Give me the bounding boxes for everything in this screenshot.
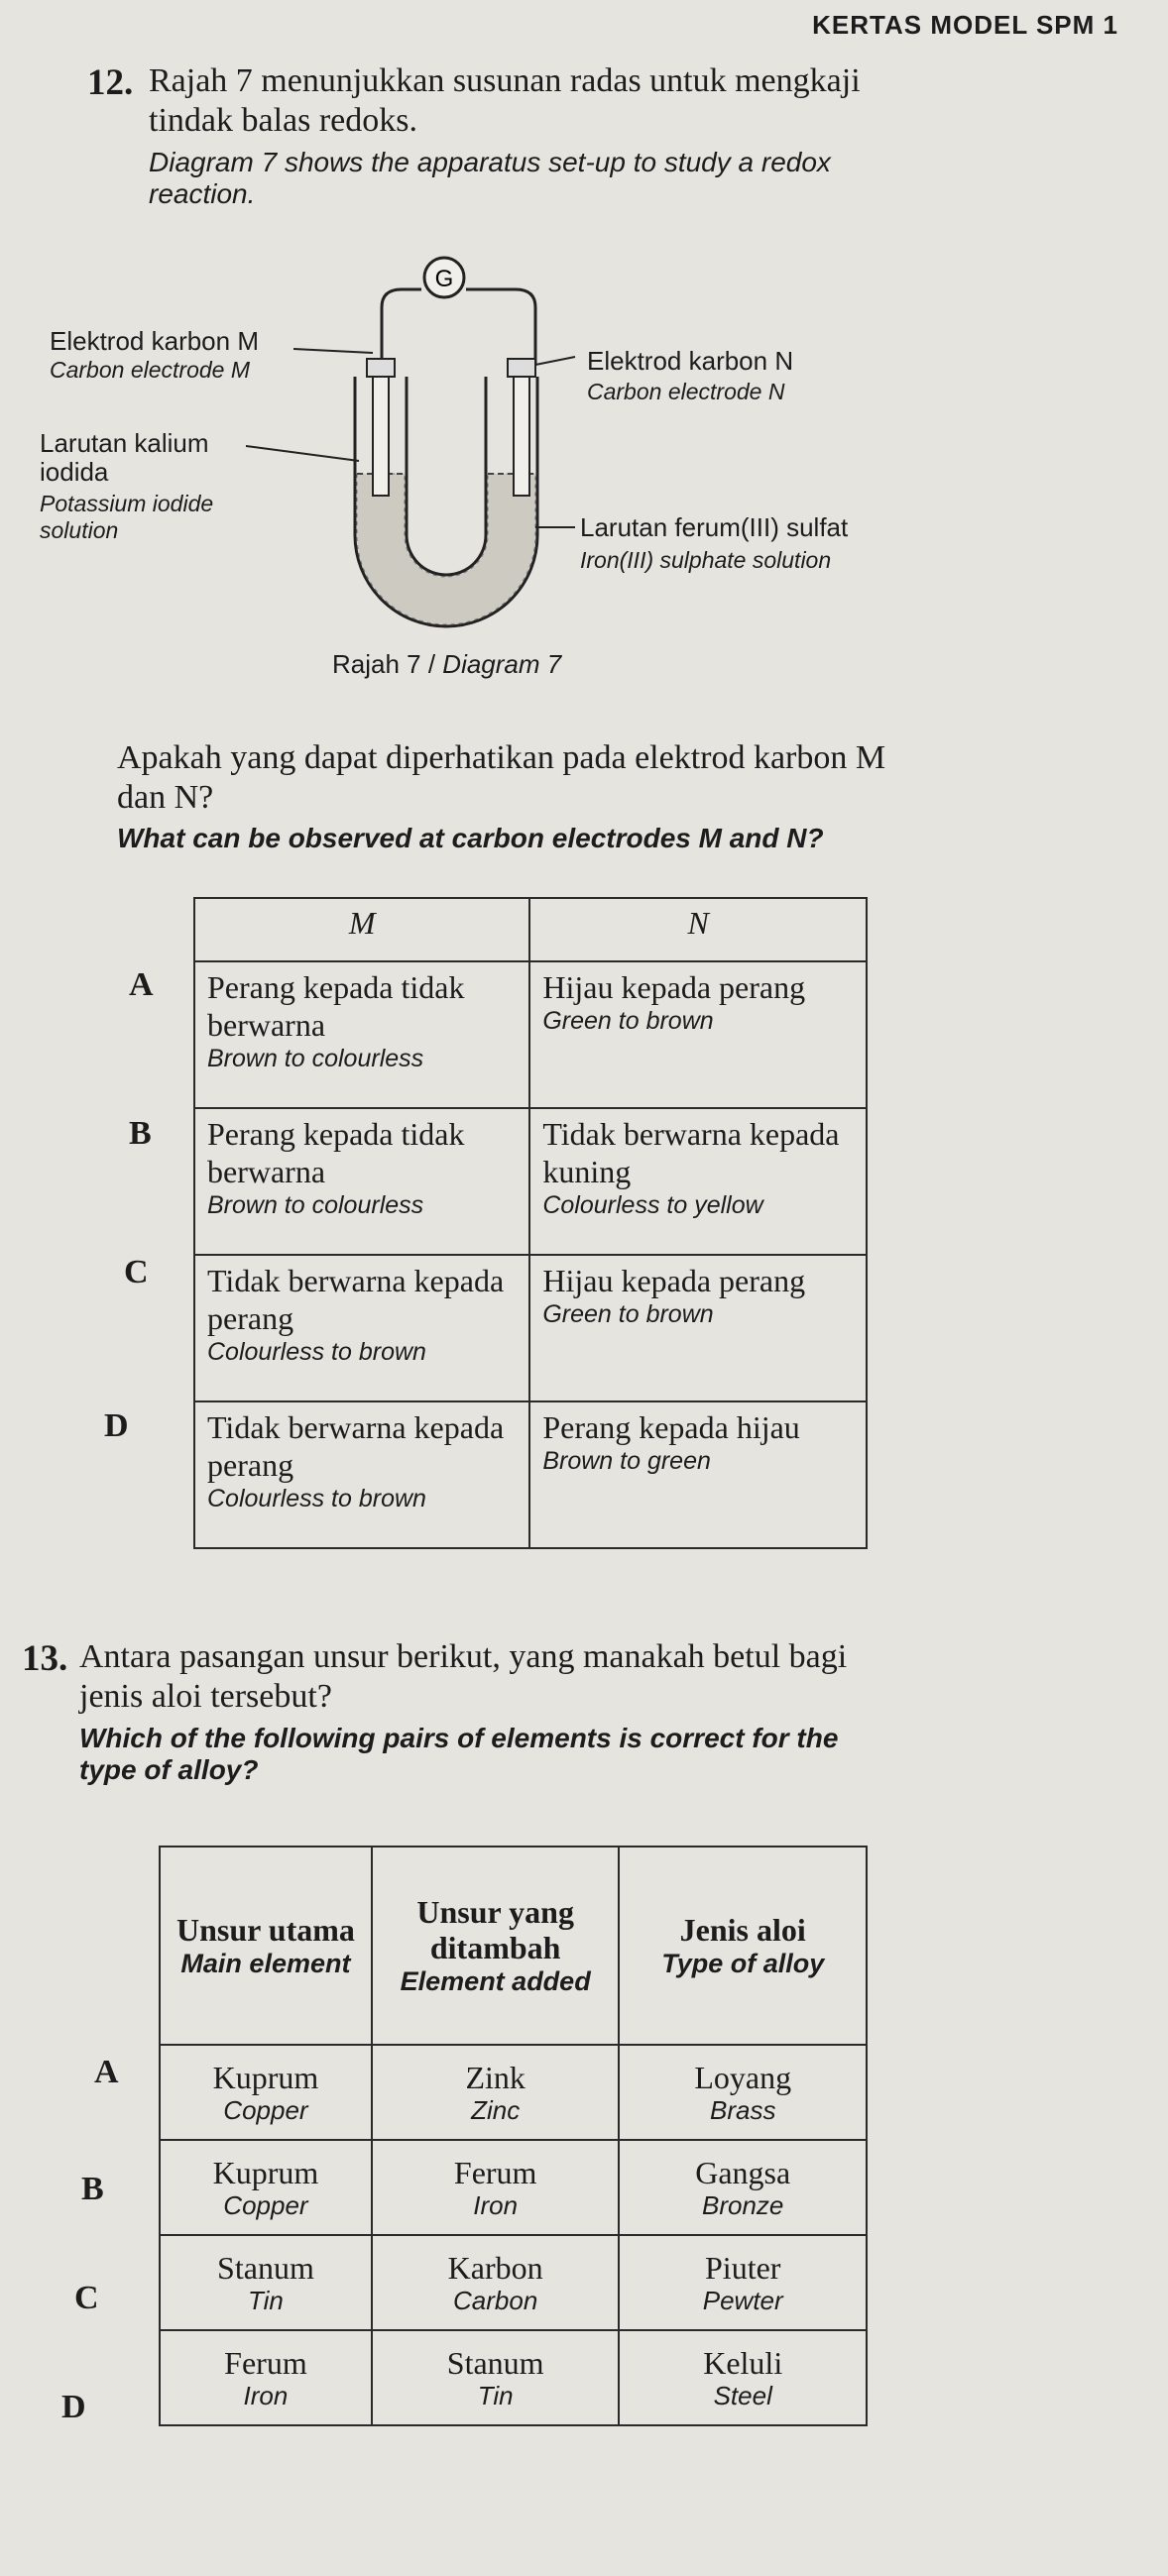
redox-apparatus-diagram [0,248,1168,704]
table-row: Tidak berwarna kepada perang Colourless to brown Perang kepada hijau Brown to green [194,1401,867,1548]
q13-number: 13. [22,1638,68,1679]
q13-option-d-label[interactable]: D [61,2389,86,2425]
col-m-header: M [194,898,529,961]
label-ki-ms-1: Larutan kalium [40,428,209,458]
q12-options-table [193,897,868,1549]
q12-text-en: Diagram 7 shows the apparatus set-up to study a redox reaction. [149,147,831,209]
option-c-label[interactable]: C [124,1254,149,1290]
diagram-caption: Rajah 7 / Diagram 7 [332,649,562,679]
label-electrode-n-en: Carbon electrode N [587,379,785,404]
u-tube-inner [407,377,486,575]
pointer-electrode-m [293,349,373,353]
option-b-label[interactable]: B [129,1115,152,1152]
table-row: Perang kepada tidak berwarna Brown to colourless Hijau kepada perang Green to brown [194,961,867,1108]
page-header: KERTAS MODEL SPM 1 [812,10,1118,40]
table-row: Tidak berwarna kepada perang Colourless to brown Hijau kepada perang Green to brown [194,1255,867,1401]
option-a-label[interactable]: A [129,966,154,1003]
label-ki-ms-2: iodida [40,457,109,487]
q13-option-b-label[interactable]: B [81,2171,104,2207]
table-row: Perang kepada tidak berwarna Brown to colourless Tidak berwarna kepada kuning Colourless to yellow [194,1108,867,1255]
label-fe-ms: Larutan ferum(III) sulfat [580,512,849,542]
label-electrode-m-en: Carbon electrode M [50,357,250,383]
galvanometer-label: G [434,266,454,292]
col-alloy-type-header: Jenis aloi Type of alloy [619,1847,867,2045]
label-fe-en: Iron(III) sulphate solution [580,547,832,573]
option-d-label[interactable]: D [104,1407,129,1444]
label-ki-en-2: solution [40,517,119,543]
pointer-ki [246,446,359,461]
q13-options-table [159,1846,868,2426]
label-electrode-m-ms: Elektrod karbon M [50,326,259,356]
stopper-left [367,359,395,377]
wire-left [382,289,421,365]
electrode-m [373,377,389,496]
q13-option-a-label[interactable]: A [94,2054,119,2090]
q13-option-c-label[interactable]: C [74,2280,99,2316]
col-element-added-header: Unsur yang ditambah Element added [372,1847,620,2045]
q12-question-ms: Apakah yang dapat diperhatikan pada elektrod karbon M dan N? [117,739,886,816]
wire-right [466,289,535,365]
q12-question-en: What can be observed at carbon electrodes M and N? [117,823,824,853]
electrode-n [514,377,529,496]
table-row: Kuprum Copper Ferum Iron Gangsa Bronze [160,2140,867,2235]
table-row: Stanum Tin Karbon Carbon Piuter Pewter [160,2235,867,2330]
pointer-electrode-n [535,357,575,365]
stopper-right [508,359,535,377]
label-electrode-n-ms: Elektrod karbon N [587,346,794,376]
table-row: Kuprum Copper Zink Zinc Loyang Brass [160,2045,867,2140]
q13-text-en: Which of the following pairs of elements is correct for the type of alloy? [79,1723,839,1785]
q12-text-ms: Rajah 7 menunjukkan susunan radas untuk mengkaji tindak balas redoks. [149,62,861,139]
col-n-header: N [529,898,867,961]
q13-text-ms: Antara pasangan unsur berikut, yang manakah betul bagi jenis aloi tersebut? [79,1638,848,1715]
table-row: Ferum Iron Stanum Tin Keluli Steel [160,2330,867,2425]
label-ki-en-1: Potassium iodide [40,491,214,516]
q12-number: 12. [87,62,134,103]
col-main-element-header: Unsur utama Main element [160,1847,372,2045]
